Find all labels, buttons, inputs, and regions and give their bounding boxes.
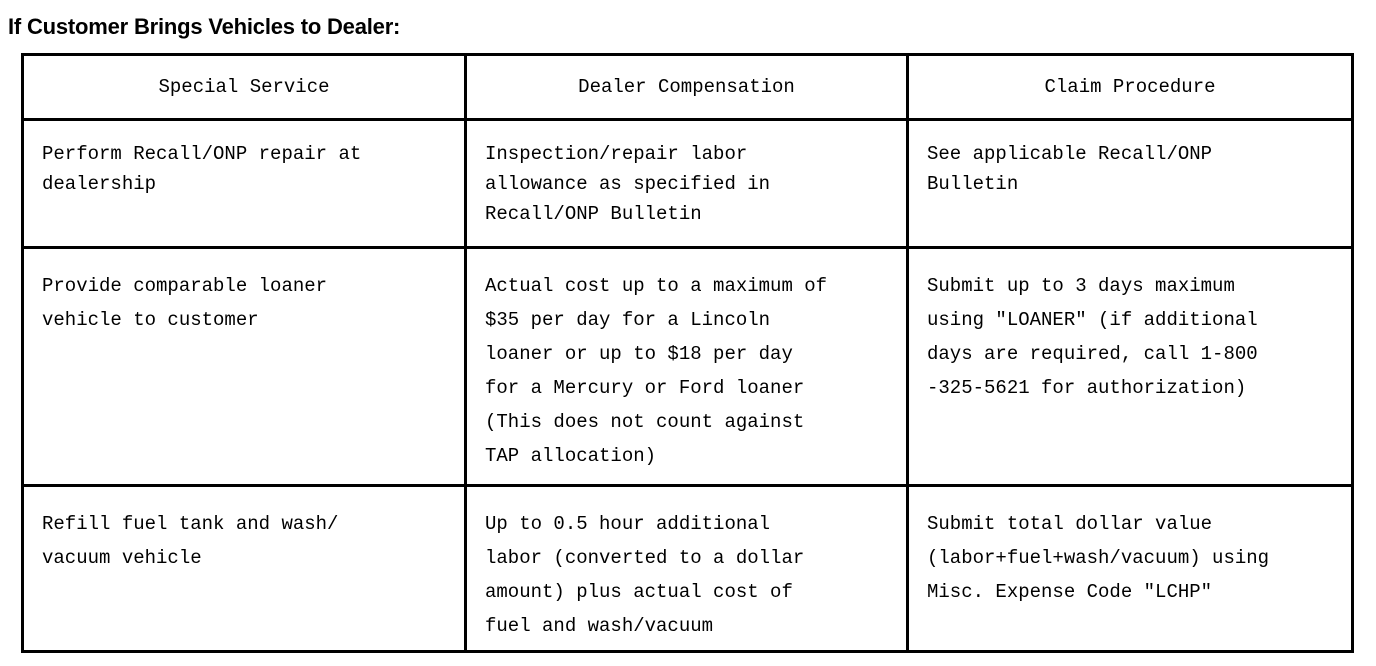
table-cell <box>23 486 466 652</box>
cell-text: Refill fuel tank and wash/ vacuum vehicle <box>42 513 339 569</box>
table-row <box>23 486 1353 652</box>
header-special-service: Special Service <box>23 55 466 120</box>
table-cell <box>908 486 1353 652</box>
table-cell <box>23 120 466 248</box>
table-cell <box>23 248 466 486</box>
table-cell <box>466 120 908 248</box>
table-row <box>23 120 1353 248</box>
table-header-row <box>23 55 1353 120</box>
cell-text: Submit up to 3 days maximum using "LOANER" (if additional days are required, call 1-800 -325-5621 for authorization) <box>927 275 1258 399</box>
cell-text: Perform Recall/ONP repair at dealership <box>42 143 362 195</box>
table-cell <box>466 486 908 652</box>
header-claim-procedure: Claim Procedure <box>908 55 1353 120</box>
header-dealer-compensation: Dealer Compensation <box>466 55 908 120</box>
cell-text: Actual cost up to a maximum of $35 per day for a Lincoln loaner or up to $18 per day for a Mercury or Ford loaner (This does not count against TAP allocation) <box>485 275 828 467</box>
page-heading: If Customer Brings Vehicles to Dealer: <box>8 14 401 39</box>
cell-text: See applicable Recall/ONP Bulletin <box>927 143 1213 195</box>
table-row <box>23 248 1353 486</box>
table-cell <box>466 248 908 486</box>
table-cell <box>908 248 1353 486</box>
cell-text: Submit total dollar value (labor+fuel+wash/vacuum) using Misc. Expense Code "LCHP" <box>927 513 1270 603</box>
cell-text: Inspection/repair labor allowance as specified in Recall/ONP Bulletin <box>485 143 771 225</box>
service-compensation-table <box>21 53 1354 653</box>
cell-text: Provide comparable loaner vehicle to customer <box>42 275 328 331</box>
table-cell <box>908 120 1353 248</box>
cell-text: Up to 0.5 hour additional labor (converted to a dollar amount) plus actual cost of fuel and wash/vacuum <box>485 513 805 637</box>
